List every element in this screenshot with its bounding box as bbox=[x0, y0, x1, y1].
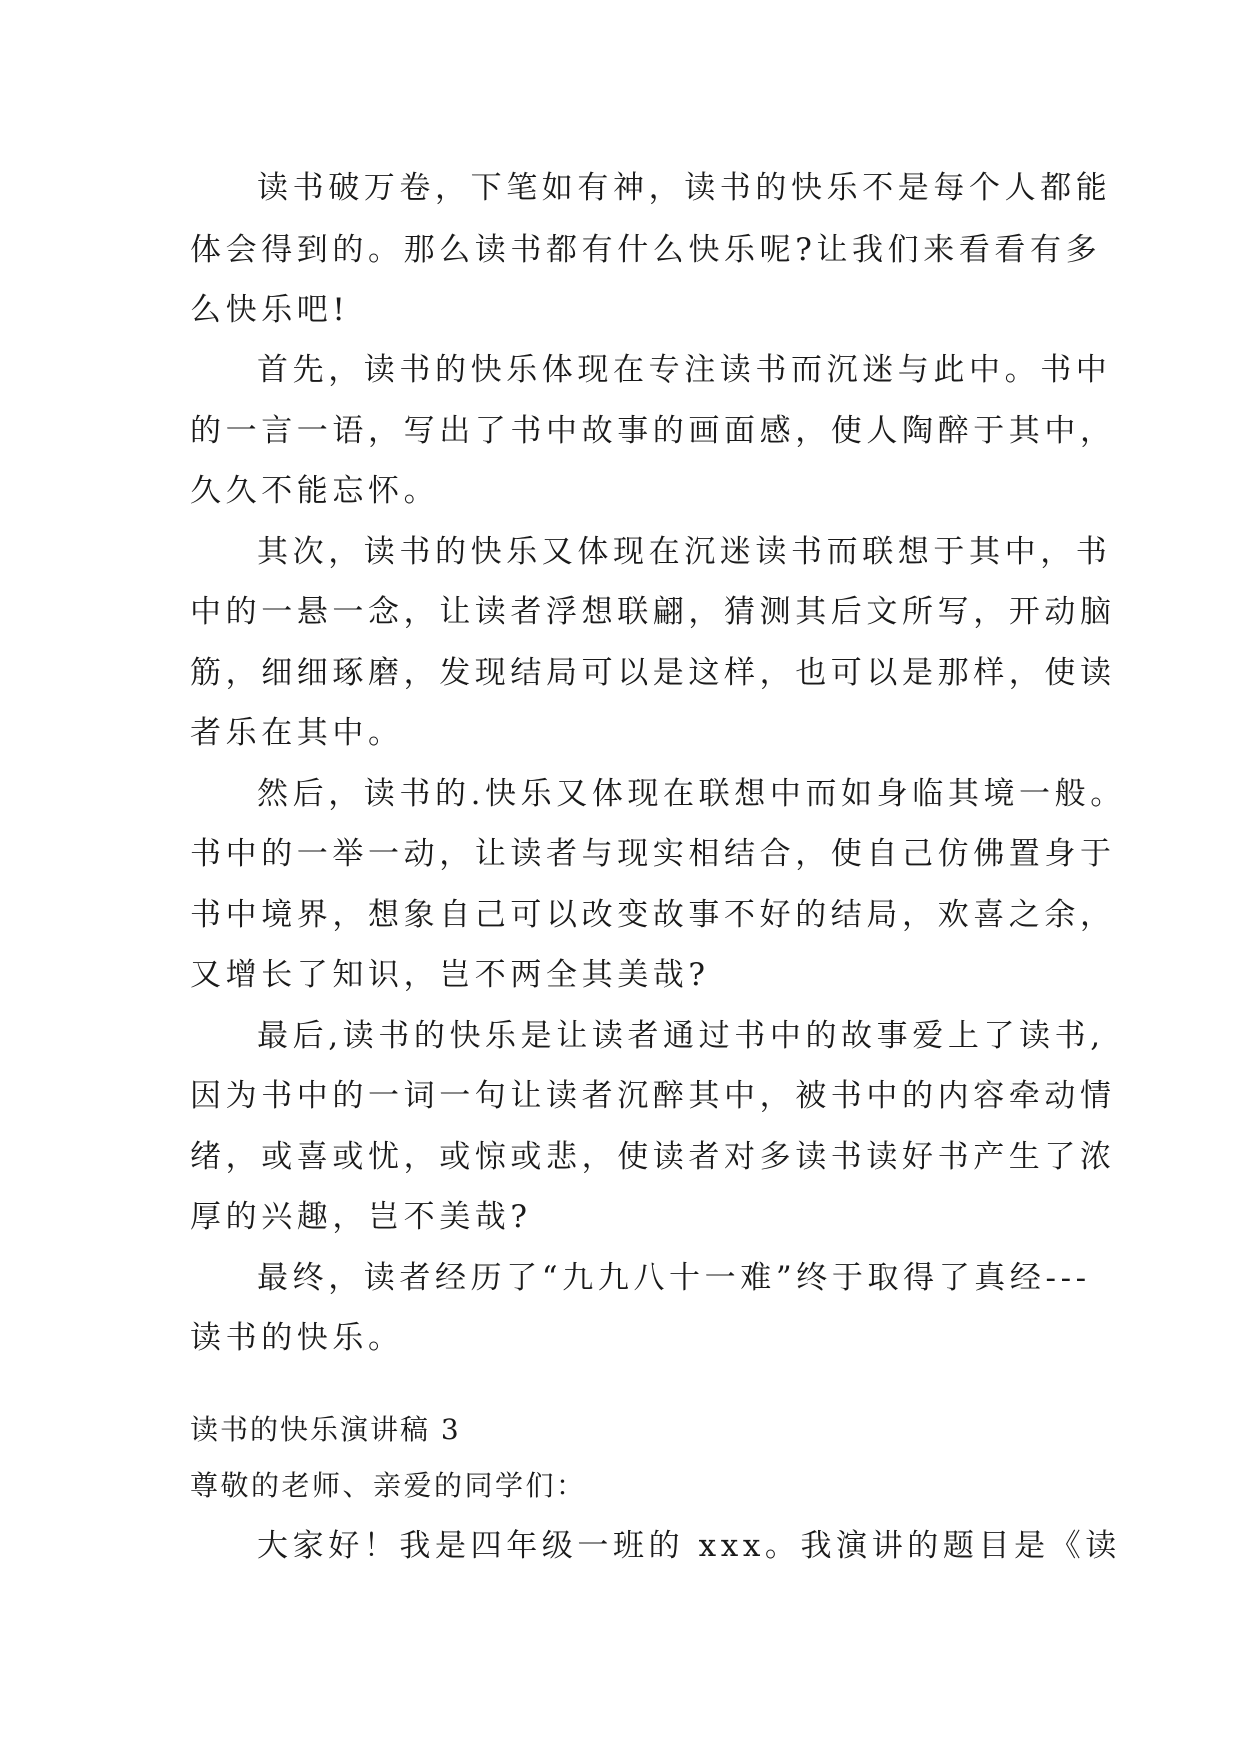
paragraph-line: 最后,读书的快乐是让读者通过书中的故事爱上了读书, bbox=[257, 1018, 1105, 1054]
paragraph-line: 书中的一举一动，让读者与现实相结合，使自己仿佛置身于 bbox=[190, 836, 1116, 872]
paragraph-line: 因为书中的一词一句让读者沉醉其中，被书中的内容牵动情 bbox=[190, 1078, 1116, 1114]
paragraph-line: 然后，读书的.快乐又体现在联想中而如身临其境一般。 bbox=[257, 776, 1126, 812]
paragraph-line: 最终，读者经历了“九九八十一难”终于取得了真经--- bbox=[257, 1260, 1091, 1296]
paragraph-line: 又增长了知识，岂不两全其美哉? bbox=[190, 957, 710, 993]
paragraph-line: 体会得到的。那么读书都有什么快乐呢?让我们来看看有多 bbox=[190, 232, 1102, 268]
paragraph-line: 大家好！我是四年级一班的 xxx。我演讲的题目是《读 bbox=[257, 1528, 1121, 1564]
paragraph-line: 么快乐吧! bbox=[190, 292, 350, 328]
paragraph-line: 读书的快乐。 bbox=[190, 1320, 404, 1356]
paragraph-line: 筋，细细琢磨，发现结局可以是这样，也可以是那样，使读 bbox=[190, 655, 1116, 691]
paragraph-line: 书中境界，想象自己可以改变故事不好的结局，欢喜之余， bbox=[190, 897, 1116, 933]
paragraph-line: 中的一悬一念，让读者浮想联翩，猜测其后文所写，开动脑 bbox=[190, 594, 1116, 630]
salutation: 尊敬的老师、亲爱的同学们： bbox=[190, 1469, 587, 1502]
paragraph-line: 者乐在其中。 bbox=[190, 715, 404, 751]
paragraph-line: 的一言一语，写出了书中故事的画面感，使人陶醉于其中， bbox=[190, 413, 1116, 449]
paragraph-line: 其次，读书的快乐又体现在沉迷读书而联想于其中，书 bbox=[257, 534, 1112, 570]
paragraph-line: 首先，读书的快乐体现在专注读书而沉迷与此中。书中 bbox=[257, 352, 1112, 388]
paragraph-line: 读书破万卷，下笔如有神，读书的快乐不是每个人都能 bbox=[257, 170, 1112, 206]
paragraph-line: 久久不能忘怀。 bbox=[190, 473, 440, 509]
paragraph-line: 绪，或喜或忧，或惊或悲，使读者对多读书读好书产生了浓 bbox=[190, 1139, 1116, 1175]
section-title: 读书的快乐演讲稿 3 bbox=[190, 1413, 461, 1446]
paragraph-line: 厚的兴趣，岂不美哉? bbox=[190, 1199, 532, 1235]
